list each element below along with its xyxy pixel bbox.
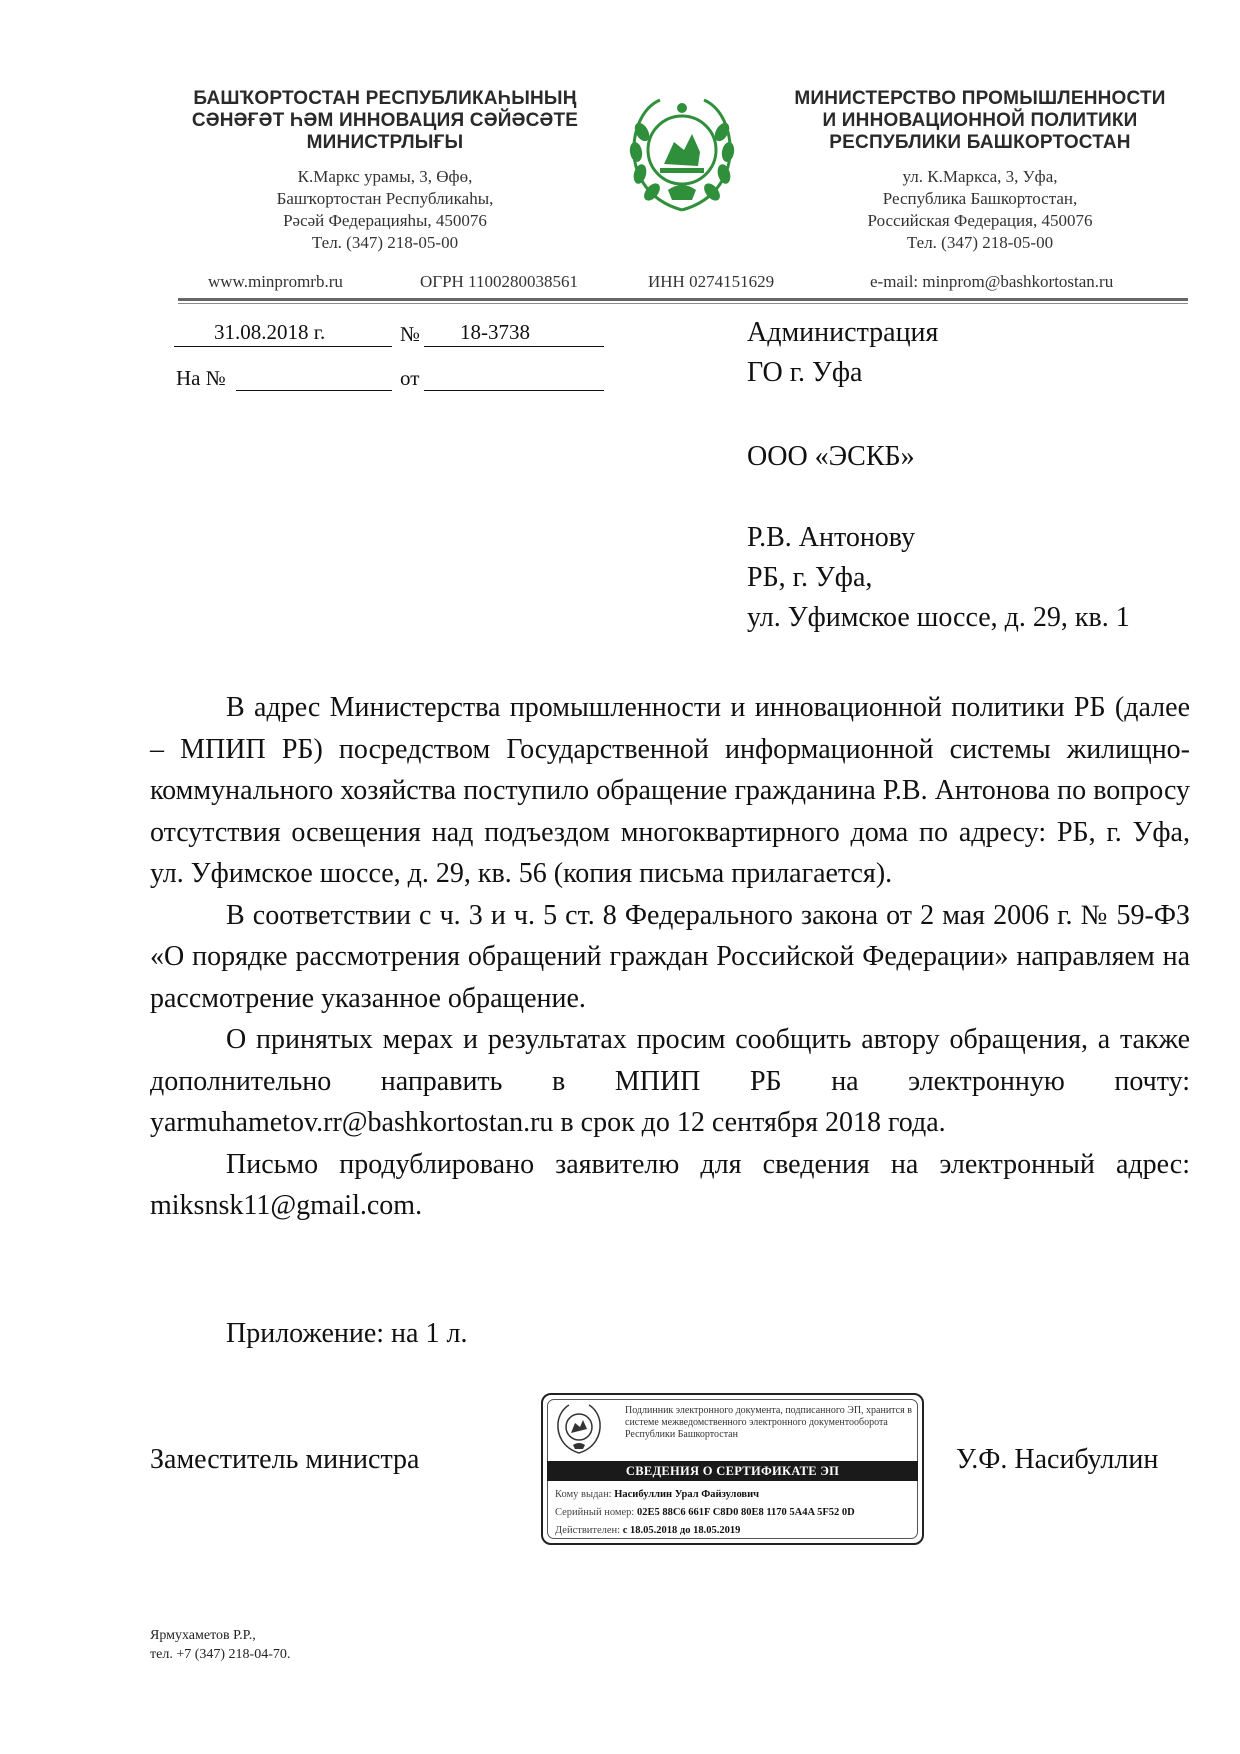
reg-date-underline	[174, 346, 392, 347]
digital-signature-stamp	[541, 1393, 924, 1545]
from-underline	[424, 390, 604, 391]
signer-name: У.Ф. Насибуллин	[956, 1444, 1159, 1475]
stamp-notice: Подлинник электронного документа, подписанного ЭП, хранится в системе межведомственного электронного документооборота Республики Башкортостан	[625, 1405, 912, 1440]
executor-phone: тел. +7 (347) 218-04-70.	[150, 1647, 291, 1662]
executor-info	[150, 1626, 290, 1664]
addressee-administration: Администрация ГО г. Уфа	[747, 317, 939, 388]
org-name-bashkir: БАШҠОРТОСТАН РЕСПУБЛИКАҺЫНЫҢ СӘНӘҒӘТ ҺӘМ ИННОВАЦИЯ СӘЙӘСӘТЕ МИНИСТРЛЫҒЫ	[191, 88, 579, 153]
paragraph-4: Письмо продублировано заявителю для сведения на электронный адрес: miksnsk11@gmail.com.	[150, 1148, 1190, 1221]
inn: ИНН 0274151629	[648, 272, 775, 291]
paragraph-2: В соответствии с ч. 3 и ч. 5 ст. 8 Федерального закона от 2 мая 2006 г. № 59-ФЗ «О порядке рассмотрения обращений граждан Российской Федерации» направляем на рассмотрение указанное обращение.	[150, 899, 1190, 1014]
ref-label: На №	[176, 366, 226, 390]
reg-number-underline	[424, 346, 604, 347]
address-russian: ул. К.Маркса, 3, Уфа, Республика Башкортостан, Российская Федерация, 450076 Тел. (347) 218-05-00	[867, 167, 1093, 252]
address-bashkir: К.Маркс урамы, 3, Өфө, Башҡортостан Республикаһы, Рәсәй Федерацияһы, 450076 Тел. (347) 218-05-00	[276, 167, 494, 252]
stamp-serial: Серийный номер: 02E5 88C6 661F C8D0 80E8 1170 5A4A 5F52 0D	[555, 1507, 855, 1518]
letter-body	[150, 687, 1190, 1227]
email: e-mail: minprom@bashkortostan.ru	[870, 272, 1114, 291]
addressee-eskb: ООО «ЭСКБ»	[747, 441, 915, 472]
ogrn: ОГРН 1100280038561	[420, 272, 578, 291]
letterhead-left	[150, 88, 620, 254]
website: www.minpromrb.ru	[208, 272, 343, 291]
stamp-header: СВЕДЕНИЯ О СЕРТИФИКАТЕ ЭП	[547, 1461, 918, 1481]
coat-of-arms-icon	[626, 92, 738, 216]
stamp-emblem-icon	[555, 1403, 603, 1455]
annex-note: Приложение: на 1 л.	[226, 1318, 468, 1349]
paragraph-1: В адрес Министерства промышленности и инновационной политики РБ (далее – МПИП РБ) посредством Государственной информационной системы жилищно-коммунального хозяйства поступило обращение гражданина Р.В. Антонова по вопросу отсутствия освещения над подъездом многоквартирного дома по адресу: РБ, г. Уфа, ул. Уфимское шоссе, д. 29, кв. 56 (копия письма прилагается).	[150, 692, 1190, 889]
reg-date: 31.08.2018 г.	[214, 320, 326, 344]
stamp-validity: Действителен: с 18.05.2018 до 18.05.2019	[555, 1525, 741, 1536]
ref-underline	[236, 390, 392, 391]
stamp-issued-to: Кому выдан: Насибуллин Урал Файзулович	[555, 1489, 760, 1500]
paragraph-3: О принятых мерах и результатах просим сообщить автору обращения, а также дополнительно направить в МПИП РБ на электронную почту: yarmuhametov.rr@bashkortostan.ru в срок до 12 сентября 2018 года.	[150, 1024, 1190, 1138]
executor-name: Ярмухаметов Р.Р.,	[150, 1628, 256, 1643]
letterhead-right	[760, 88, 1200, 254]
reg-number-label: №	[400, 322, 421, 346]
org-name-russian: МИНИСТЕРСТВО ПРОМЫШЛЕННОСТИ И ИННОВАЦИОННОЙ ПОЛИТИКИ РЕСПУБЛИКИ БАШКОРТОСТАН	[794, 88, 1166, 153]
reg-number: 18-3738	[460, 320, 530, 344]
addressee-person: Р.В. Антонову РБ, г. Уфа, ул. Уфимское шоссе, д. 29, кв. 1	[747, 522, 1130, 633]
signer-title: Заместитель министра	[150, 1444, 420, 1475]
header-divider	[178, 298, 1188, 301]
from-label: от	[400, 366, 420, 390]
header-divider-thin	[178, 303, 1188, 304]
